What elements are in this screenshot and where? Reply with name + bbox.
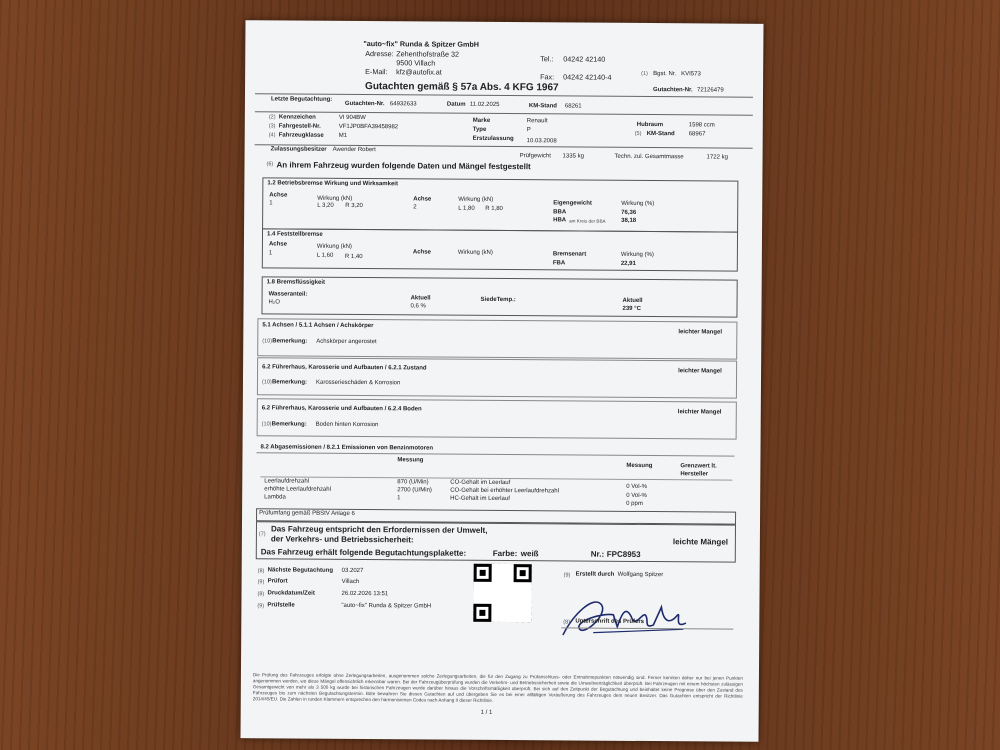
measurement-label: Messung <box>397 457 424 464</box>
divider <box>256 452 734 456</box>
location-value: Villach <box>341 578 360 586</box>
axle-1-left: L 1,60 <box>316 252 334 259</box>
class-label: Fahrzeugklasse <box>278 132 324 139</box>
remark-label: Bemerkung: <box>272 338 308 345</box>
code-9: (9) <box>563 572 571 579</box>
created-by-label: Erstellt durch <box>575 571 615 578</box>
type-value: P <box>526 127 531 134</box>
water-value: 0,6 % <box>410 303 426 310</box>
emission-row-name: Leerlaufdrehzahl <box>264 478 310 485</box>
result-line-1: Das Fahrzeug entspricht den Erfordernissen der Umwelt, <box>270 524 488 535</box>
brake-fluid-title: 1.8 Bremsflüssigkeit <box>266 279 326 286</box>
defect-title: 6.2 Führerhaus, Karosserie und Aufbauten / 6.2.1 Zustand <box>262 364 427 372</box>
effect2-label: Wirkung (kN) <box>457 249 493 256</box>
code-9: (9) <box>257 579 265 586</box>
last-nr-value: 64932633 <box>389 101 417 108</box>
last-km-label: KM-Stand <box>528 103 557 110</box>
axle-2-right: R 1,80 <box>485 205 503 213</box>
test-weight-label: Prüfgewicht <box>519 153 551 160</box>
code-10: (10) <box>261 379 272 386</box>
last-date-label: Datum <box>446 101 466 108</box>
displacement-label: Hubraum <box>636 121 664 129</box>
make-value: Renault <box>526 118 548 125</box>
first-reg-value: 10.03.2008 <box>526 138 557 145</box>
class-value: M1 <box>338 132 348 139</box>
parking-brake-box <box>262 228 738 271</box>
brake-fluid-box <box>261 276 737 317</box>
print-date-label: Druckdatum/Zeit <box>267 590 315 597</box>
email-label: E-Mail: <box>365 67 388 77</box>
divider <box>255 111 753 115</box>
result-line-2: der Verkehrs- und Betriebssicherheit: <box>270 534 414 545</box>
scope-text: Prüfumfang gemäß PBStV Anlage 6 <box>259 510 355 517</box>
qr-code[interactable] <box>473 564 531 622</box>
sticker-nr-label: Nr.: <box>590 549 605 559</box>
result-status: leichte Mängel <box>672 537 729 547</box>
sticker-label: Das Fahrzeug erhält folgende Begutachtungsplakette: <box>260 547 467 558</box>
tel-value: 04242 42140 <box>563 54 606 64</box>
created-by-value: Wolfgang Spitzer <box>617 571 664 579</box>
emission-row-desc: HC-Gehalt im Leerlauf <box>450 495 510 503</box>
axle2-label: Achse <box>413 196 432 203</box>
sticker-nr-value: FPC8953 <box>606 549 641 559</box>
water-label: Wasseranteil: <box>268 291 308 298</box>
inspection-report <box>241 20 764 742</box>
qr-finder <box>474 564 492 582</box>
address-label: Adresse: <box>365 49 394 59</box>
remark-label: Bemerkung: <box>271 379 308 386</box>
service-brake-box <box>262 177 738 232</box>
axle-label: Achse <box>269 192 288 199</box>
boil-temp-label: SiedeTemp.: <box>480 296 516 304</box>
h2o-label: H₂O <box>268 299 280 306</box>
divider <box>255 144 753 148</box>
page-number: 1 / 1 <box>480 709 493 716</box>
last-date-value: 11.02.2025 <box>469 101 500 108</box>
company-name: "auto~fix" Runda & Spitzer GmbH <box>363 39 480 49</box>
last-km-value: 68261 <box>564 103 582 110</box>
hba-label: HBA <box>553 217 567 224</box>
emissions-title: 8.2 Abgasemissionen / 8.2.1 Emissionen von Benzinmotoren <box>260 444 434 452</box>
owner-label: Zulassungsbesitzer <box>270 146 327 153</box>
limit-label-2: Hersteller <box>680 471 709 478</box>
station-value: "auto~fix" Runda & Spitzer GmbH <box>341 602 432 610</box>
hba-note: am Kreis der BBA <box>569 218 606 224</box>
code-8: (8) <box>257 568 265 575</box>
defect-block <box>257 357 737 398</box>
gutachten-number: 72126479 <box>697 87 724 94</box>
mileage-value: 68967 <box>688 131 706 138</box>
own-weight-label: Eigengewicht <box>553 200 592 207</box>
code-10: (10) <box>262 338 273 345</box>
make-label: Marke <box>472 117 491 124</box>
code-6: (6) <box>266 161 274 168</box>
effect2-label: Wirkung (kN) <box>458 196 494 203</box>
code-3: (3) <box>268 123 276 130</box>
severity-badge: leichter Mangel <box>677 409 722 416</box>
emission-row-desc: CO-Gehalt im Leerlauf <box>450 479 511 487</box>
limit-label-1: Grenzwert lt. <box>680 463 717 470</box>
disclaimer-text: Die Prüfung des Fahrzeuges erfolgte ohne Zerlegungsarbeiten, ausgenommen solche Zerlegungsarbeiten, die für den Zugang zu Prüfanschluss- oder Entnahmepunkten notwendig sind. Ferner konnten daher nur bei jenen Punkten angenommen werden, wo diese Mängel offensichtlich erkennbar waren. Bei der Fahrzeugüberprüfung wurden die Verkehrs- und Betriebssicherheit sowie die Umweltverträglichkeit überprüft. Bei Fahrzeugen mit einem höchsten zulässigen Gesamtgewicht von mehr als 3 500 kg wurde bei historischen Fahrzeugen wurde darüber hinaus die Vorschriftsmäßigkeit überprüft. Bei sich auf den Zeitpunkt der Begutachtung und beinhaltet keine Prognose über den Zustand des Fahrzeuges bis zum nächsten Begutachtungstermin. Bitte bewahren Sie dieses Gutachten auf und übergeben Sie es bei einer allfälligen Veräußerung des Fahrzeuges dem neuen Besitzer. Das Gutachten entspricht der Richtlinie 2014/45/EU. Die Zahlen in runden Klammern entsprechen den harmonisierten Codes nach Anhang II dieser Richtlinie. <box>252 672 743 703</box>
last-inspection-label: Letzte Begutachtung: <box>270 96 333 103</box>
last-nr-label: Gutachten-Nr. <box>344 100 385 108</box>
emission-row-name: erhöhte Leerlaufdrehzahl <box>264 486 331 493</box>
axle-1-right: R 3,20 <box>345 202 363 210</box>
effect-pct-label: Wirkung (%) <box>621 200 655 208</box>
mileage-label: KM-Stand <box>646 131 675 138</box>
current2-label: Aktuell <box>622 297 643 304</box>
remark-label: Bemerkung: <box>271 421 307 428</box>
fba-value: 22,91 <box>620 260 636 267</box>
axle-1: 1 <box>269 200 273 207</box>
bgst-code: (1) <box>641 70 648 78</box>
measurement2-label: Messung <box>626 462 653 470</box>
current-label: Aktuell <box>410 295 431 302</box>
code-5: (5) <box>634 130 642 137</box>
brake-type-label: Bremsenart <box>552 251 587 258</box>
parking-brake-title: 1.4 Feststellbremse <box>266 231 323 238</box>
bba-label: BBA <box>553 209 567 216</box>
email-value: kfz@autofix.at <box>396 67 442 77</box>
type-label: Type <box>472 126 487 133</box>
emission-row-value: 1 <box>397 495 401 502</box>
emission-row-value: 2700 (U/Min) <box>397 487 432 494</box>
axle-1: 1 <box>268 250 273 257</box>
axle-2: 2 <box>413 204 417 211</box>
qr-finder <box>473 604 491 622</box>
vin-value: VF1JP0BFA39458982 <box>338 123 399 131</box>
bba-value: 76,36 <box>621 209 637 216</box>
severity-badge: leichter Mangel <box>678 329 723 336</box>
color-value: weiß <box>520 549 539 559</box>
signature-image <box>553 584 693 645</box>
effect-pct-label: Wirkung (%) <box>620 251 654 259</box>
code-4: (4) <box>268 132 276 139</box>
emission-row-result: 0 ppm <box>626 500 643 507</box>
effect-label: Wirkung (kN) <box>316 243 352 250</box>
code-2: (2) <box>268 114 276 121</box>
first-reg-label: Erstzulassung <box>472 135 514 143</box>
color-label: Farbe: <box>492 548 518 559</box>
remark-text: Boden hinten Korrosion <box>315 421 379 429</box>
axle-1-left: L 3,20 <box>317 202 334 209</box>
bgst-label: Bgst. Nr. <box>653 71 677 78</box>
print-date-value: 26.02.2026 13:51 <box>341 590 389 598</box>
code-10: (10) <box>261 421 272 428</box>
fba-label: FBA <box>552 260 566 267</box>
plate-value: VI 904BW <box>338 114 366 122</box>
axle-2-left: L 1,80 <box>458 205 475 212</box>
qr-finder <box>514 564 532 582</box>
code-8: (8) <box>257 591 265 598</box>
fax-label: Fax: <box>540 72 555 82</box>
location-label: Prüfort <box>267 578 288 585</box>
boil-temp-value: 239 °C <box>622 305 641 312</box>
vin-label: Fahrgestell-Nr. <box>278 123 321 130</box>
effect-label: Wirkung (kN) <box>317 195 353 202</box>
next-inspection-label: Nächste Begutachtung <box>267 567 334 574</box>
code-9: (9) <box>257 603 265 610</box>
emission-row-desc: CO-Gehalt bei erhöhter Leerlaufdrehzahl <box>450 487 559 495</box>
gross-weight-label: Techn. zul. Gesamtmasse <box>614 153 684 161</box>
result-box <box>256 521 736 562</box>
defect-title: 6.2 Führerhaus, Karosserie und Aufbauten / 6.2.4 Boden <box>261 405 422 413</box>
bgst-value: KVI573 <box>681 71 701 78</box>
displacement-value: 1598 ccm <box>688 122 715 129</box>
axle2-label: Achse <box>412 249 431 256</box>
station-label: Prüfstelle <box>267 602 295 609</box>
emission-row-result: 0 Vol-% <box>626 492 647 500</box>
code-8: (8) <box>563 619 571 626</box>
signature-label: Unterschrift des Prüfers <box>575 618 645 625</box>
test-weight-value: 1335 kg <box>562 153 584 160</box>
emission-row-result: 0 Vol-% <box>626 483 647 491</box>
emission-row-name: Lambda <box>264 494 286 501</box>
code-7: (7) <box>258 531 266 538</box>
axle-label: Achse <box>268 241 287 248</box>
gutachten-label: Gutachten-Nr. <box>653 87 693 94</box>
owner-value: Awender Robert <box>332 146 376 154</box>
defect-block <box>257 398 737 439</box>
defect-block <box>257 318 737 359</box>
gross-weight-value: 1722 kg <box>706 154 728 161</box>
service-brake-title: 1.2 Betriebsbremse Wirkung und Wirksamkeit <box>267 180 399 188</box>
axle-1-right: R 1,40 <box>344 253 363 261</box>
plate-label: Kennzeichen <box>278 114 316 121</box>
fax-value: 04242 42140-4 <box>563 72 612 82</box>
emission-row-value: 870 (U/Min) <box>397 479 429 486</box>
defect-title: 5.1 Achsen / 5.1.1 Achsen / Achskörper <box>262 322 374 330</box>
tel-label: Tel.: <box>540 54 554 64</box>
findings-heading: An ihrem Fahrzeug wurden folgende Daten und Mängel festgestellt <box>276 160 531 172</box>
report-title: Gutachten gemäß § 57a Abs. 4 KFG 1967 <box>365 81 559 94</box>
address-line2: 9500 Villach <box>396 58 436 68</box>
remark-text: Karosserieschäden & Korrosion <box>315 379 401 387</box>
next-inspection-value: 03.2027 <box>341 567 364 575</box>
severity-badge: leichter Mangel <box>678 368 722 375</box>
remark-text: Achskörper angerostet <box>316 338 377 346</box>
hba-value: 38,18 <box>621 217 637 224</box>
address-line1: Zehenthofstraße 32 <box>396 49 460 59</box>
